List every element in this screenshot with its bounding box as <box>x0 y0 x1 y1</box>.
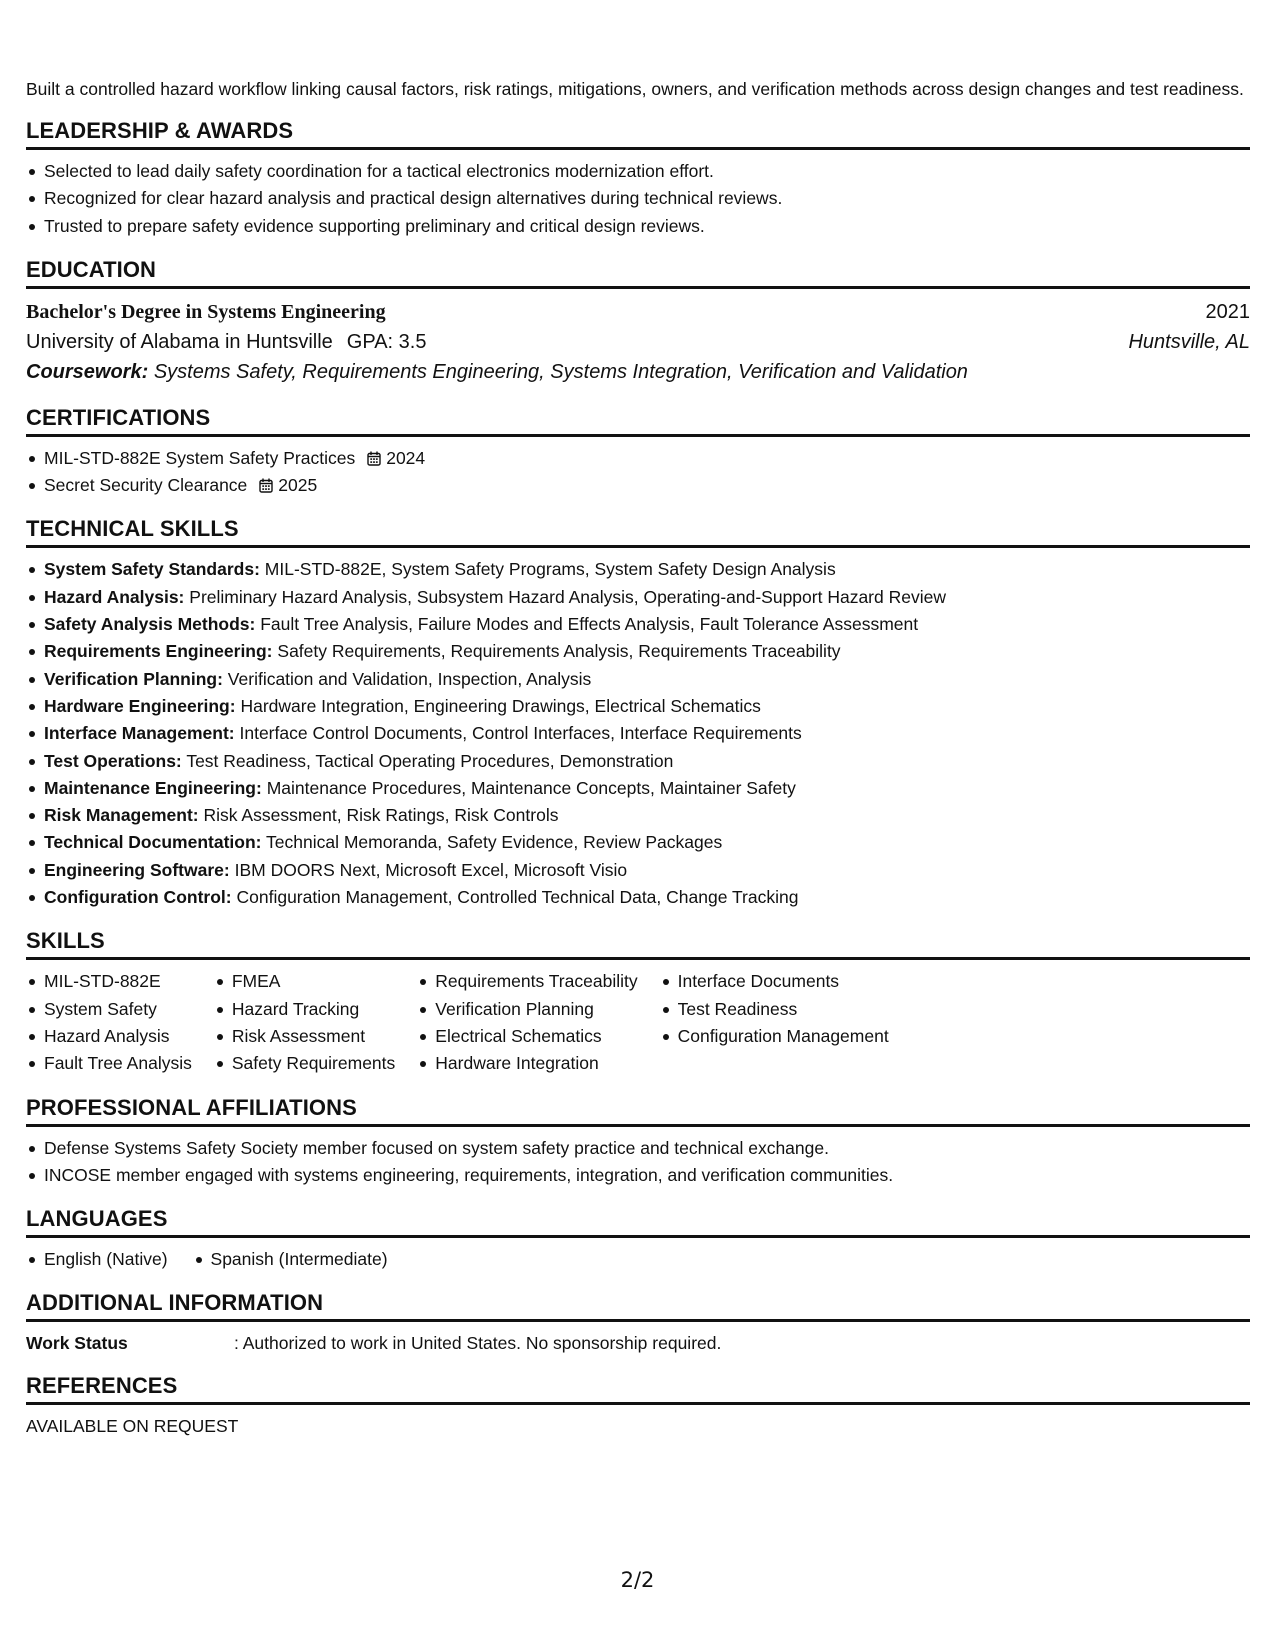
references-section <box>26 1372 1250 1439</box>
list-item: Hazard Tracking <box>214 996 395 1023</box>
graduation-year: 2021 <box>1205 300 1250 323</box>
skill-category: Engineering Software: <box>44 859 230 880</box>
section-title: LEADERSHIP & AWARDS <box>26 118 294 143</box>
work-status-row <box>26 1330 1250 1356</box>
list-item <box>26 693 1250 720</box>
section-divider <box>26 957 1250 960</box>
list-item: Configuration Management <box>660 1023 889 1050</box>
section-divider <box>26 1402 1250 1405</box>
list-item: English (Native) <box>26 1246 168 1273</box>
school-line <box>26 327 426 357</box>
page-number: 2/2 <box>620 1568 655 1592</box>
list-item: Selected to lead daily safety coordination for a tactical electronics modernization effort. <box>26 158 1250 185</box>
certification-year: 2024 <box>386 447 426 468</box>
work-status-label: Work Status <box>26 1333 128 1354</box>
list-item <box>26 445 1250 472</box>
skills-columns <box>26 968 1250 1077</box>
section-title: TECHNICAL SKILLS <box>26 516 239 542</box>
skills-column <box>660 968 889 1077</box>
certification-name: Secret Security Clearance <box>44 475 248 496</box>
list-item <box>26 556 1250 583</box>
section-title: SKILLS <box>26 928 105 954</box>
languages-section <box>26 1205 1250 1273</box>
skill-category: Hazard Analysis: <box>44 586 185 607</box>
skill-category: Hardware Engineering: <box>44 695 236 716</box>
list-item <box>26 666 1250 693</box>
skills-column <box>417 968 637 1077</box>
skill-detail: MIL-STD-882E, System Safety Programs, System Safety Design Analysis <box>264 559 836 580</box>
list-item <box>26 472 1250 499</box>
skill-category: Verification Planning: <box>44 668 223 689</box>
list-item: Recognized for clear hazard analysis and practical design alternatives during technical reviews. <box>26 185 1250 212</box>
skill-detail: Verification and Validation, Inspection, Analysis <box>227 668 592 689</box>
references-text: AVAILABLE ON REQUEST <box>26 1416 239 1437</box>
skill-category: System Safety Standards: <box>44 559 260 580</box>
school-location: Huntsville, AL <box>1128 330 1250 353</box>
skill-detail: Interface Control Documents, Control Interfaces, Interface Requirements <box>239 723 802 744</box>
list-item: Trusted to prepare safety evidence supporting preliminary and critical design reviews. <box>26 213 1250 240</box>
list-item: Interface Documents <box>660 968 889 995</box>
coursework-text: Systems Safety, Requirements Engineering, Systems Integration, Verification and Validation <box>153 360 968 383</box>
list-item: Risk Assessment <box>214 1023 395 1050</box>
list-item: Hazard Analysis <box>26 1023 192 1050</box>
skill-category: Requirements Engineering: <box>44 641 273 662</box>
gpa: GPA: 3.5 <box>346 330 427 353</box>
school-name: University of Alabama in Huntsville <box>26 330 333 353</box>
skill-detail: Technical Memoranda, Safety Evidence, Review Packages <box>266 832 723 853</box>
skills-column <box>214 968 395 1077</box>
languages-list <box>26 1246 1250 1273</box>
skill-detail: Preliminary Hazard Analysis, Subsystem Hazard Analysis, Operating-and-Support Hazard Review <box>189 586 946 607</box>
list-item <box>26 884 1250 911</box>
certification-name: MIL-STD-882E System Safety Practices <box>44 447 356 468</box>
list-item: FMEA <box>214 968 395 995</box>
skill-detail: Maintenance Procedures, Maintenance Concepts, Maintainer Safety <box>266 777 796 798</box>
coursework-line <box>26 357 1250 388</box>
list-item <box>26 857 1250 884</box>
certification-year: 2025 <box>278 475 318 496</box>
skill-category: Technical Documentation: <box>44 832 262 853</box>
section-divider <box>26 1124 1250 1127</box>
list-item: MIL-STD-882E <box>26 968 192 995</box>
section-divider <box>26 1319 1250 1322</box>
list-item <box>26 584 1250 611</box>
skill-detail: Fault Tree Analysis, Failure Modes and Effects Analysis, Fault Tolerance Assessment <box>260 614 919 635</box>
resume-page <box>26 0 1250 1439</box>
list-item <box>26 638 1250 665</box>
education-section <box>26 256 1250 388</box>
section-title: REFERENCES <box>26 1373 178 1399</box>
skill-category: Test Operations: <box>44 750 182 771</box>
section-divider <box>26 1235 1250 1238</box>
section-divider <box>26 286 1250 289</box>
list-item: Defense Systems Safety Society member focused on system safety practice and technical exchange. <box>26 1135 1250 1162</box>
list-item <box>26 775 1250 802</box>
list-item <box>26 829 1250 856</box>
list-item <box>26 748 1250 775</box>
section-title: LANGUAGES <box>26 1206 168 1232</box>
list-item: Safety Requirements <box>214 1050 395 1077</box>
calendar-icon <box>367 451 381 466</box>
skill-category: Risk Management: <box>44 805 199 826</box>
list-item: Electrical Schematics <box>417 1023 637 1050</box>
list-item: Spanish (Intermediate) <box>193 1246 388 1273</box>
skill-detail: IBM DOORS Next, Microsoft Excel, Microsoft Visio <box>234 859 628 880</box>
education-degree-row <box>26 297 1250 327</box>
skill-detail: Safety Requirements, Requirements Analysis, Requirements Traceability <box>277 641 841 662</box>
skill-category: Interface Management: <box>44 723 235 744</box>
intro-paragraph: Built a controlled hazard workflow linking causal factors, risk ratings, mitigations, owners, and verification methods across design changes and test readiness. <box>26 79 1244 99</box>
technical-skills-section <box>26 515 1250 911</box>
list-item: Requirements Traceability <box>417 968 637 995</box>
degree-name: Bachelor's Degree in Systems Engineering <box>26 300 386 323</box>
skills-section <box>26 927 1250 1077</box>
affiliations-list <box>26 1135 1250 1190</box>
skill-category: Maintenance Engineering: <box>44 777 262 798</box>
list-item <box>26 720 1250 747</box>
work-status-value: : Authorized to work in United States. No sponsorship required. <box>234 1333 722 1354</box>
list-item: Verification Planning <box>417 996 637 1023</box>
education-school-row <box>26 327 1250 357</box>
section-divider <box>26 434 1250 437</box>
technical-skills-list <box>26 556 1250 911</box>
skills-column <box>26 968 192 1077</box>
skill-detail: Risk Assessment, Risk Ratings, Risk Controls <box>203 805 559 826</box>
list-item: Test Readiness <box>660 996 889 1023</box>
certifications-section <box>26 404 1250 500</box>
skill-category: Configuration Control: <box>44 887 232 908</box>
skill-detail: Test Readiness, Tactical Operating Procedures, Demonstration <box>186 750 674 771</box>
list-item <box>26 611 1250 638</box>
section-divider <box>26 545 1250 548</box>
certifications-list <box>26 445 1250 500</box>
skill-category: Safety Analysis Methods: <box>44 614 256 635</box>
leadership-list <box>26 158 1250 240</box>
skill-detail: Hardware Integration, Engineering Drawings, Electrical Schematics <box>240 695 761 716</box>
section-title: EDUCATION <box>26 256 157 282</box>
coursework-label: Coursework: <box>26 360 149 383</box>
skill-detail: Configuration Management, Controlled Technical Data, Change Tracking <box>236 887 799 908</box>
section-title: ADDITIONAL INFORMATION <box>26 1290 324 1316</box>
calendar-icon <box>259 478 273 493</box>
list-item <box>26 802 1250 829</box>
list-item: INCOSE member engaged with systems engineering, requirements, integration, and verification communities. <box>26 1162 1250 1189</box>
additional-info-section <box>26 1289 1250 1356</box>
list-item: Hardware Integration <box>417 1050 637 1077</box>
section-title: CERTIFICATIONS <box>26 404 211 430</box>
leadership-section <box>26 117 1250 240</box>
section-divider <box>26 147 1250 150</box>
list-item: System Safety <box>26 996 192 1023</box>
affiliations-section <box>26 1094 1250 1190</box>
list-item: Fault Tree Analysis <box>26 1050 192 1077</box>
section-title: PROFESSIONAL AFFILIATIONS <box>26 1094 357 1120</box>
